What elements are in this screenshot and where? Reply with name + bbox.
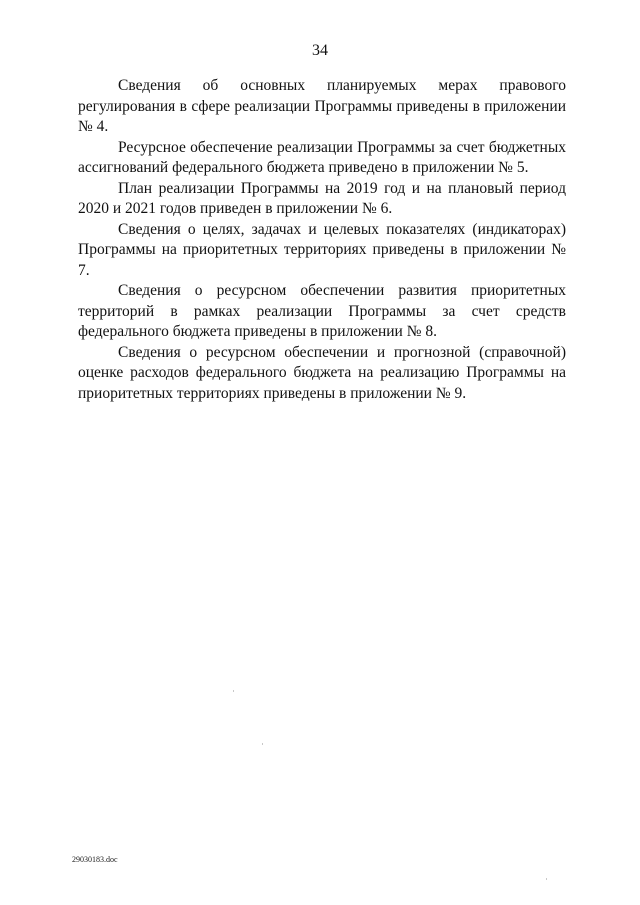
page-number: 34	[312, 42, 328, 59]
scan-speck	[262, 743, 263, 745]
scan-speck	[546, 878, 547, 880]
scan-speck	[233, 690, 234, 692]
document-body	[78, 76, 566, 404]
paragraph-appendix-7: Сведения о целях, задачах и целевых показателях (индикаторах) Программы на приоритетных территориях приведены в приложении № 7.	[78, 220, 566, 279]
paragraph-appendix-4: Сведения об основных планируемых мерах правового регулирования в сфере реализации Программы приведены в приложении № 4.	[78, 77, 566, 135]
paragraph-appendix-9: Сведения о ресурсном обеспечении и прогнозной (справочной) оценке расходов федерального бюджета на реализацию Программы на приоритетных территориях приведены в приложении № 9.	[78, 343, 566, 402]
paragraph-appendix-8: Сведения о ресурсном обеспечении развития приоритетных территорий в рамках реализации Программы за счет средств федерального бюджета приведены в приложении № 8.	[78, 282, 566, 340]
footer-file-code: 29030183.doc	[72, 855, 118, 864]
paragraph-appendix-5: Ресурсное обеспечение реализации Программы за счет бюджетных ассигнований федерального бюджета приведено в приложении № 5.	[78, 138, 566, 176]
paragraph-appendix-6: План реализации Программы на 2019 год и на плановый период 2020 и 2021 годов приведен в приложении № 6.	[78, 179, 566, 217]
